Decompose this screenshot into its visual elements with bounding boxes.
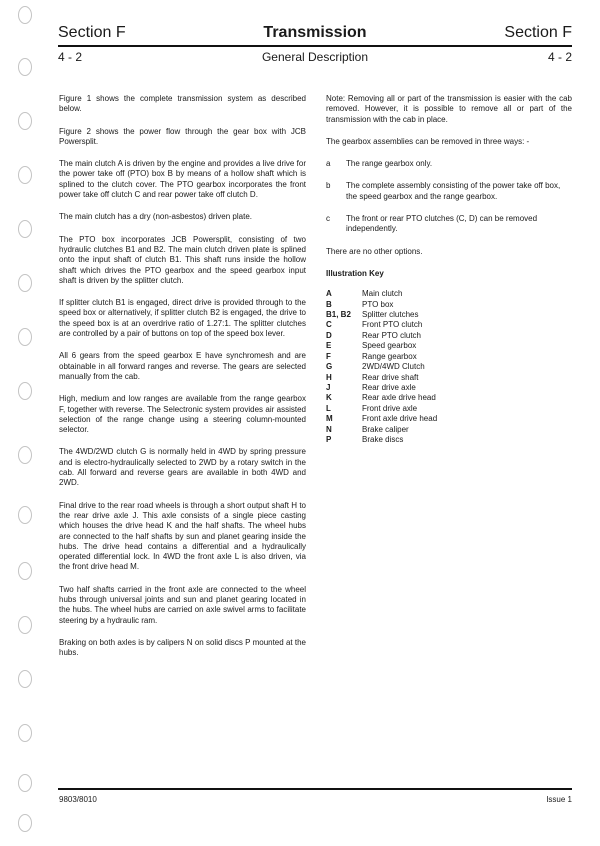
- binder-hole: [18, 446, 32, 464]
- paragraph: Braking on both axles is by calipers N on solid discs P mounted at the hubs.: [59, 637, 306, 658]
- footer-rule: [58, 788, 572, 790]
- binder-hole: [18, 6, 32, 24]
- binder-hole: [18, 274, 32, 292]
- binder-hole: [18, 58, 32, 76]
- key-row: [326, 393, 572, 403]
- key-description: Main clutch: [362, 289, 403, 299]
- paragraph: Figure 2 shows the power flow through the gear box with JCB Powersplit.: [59, 126, 306, 146]
- right-column: [326, 94, 572, 445]
- key-letter: B1, B2: [326, 310, 351, 320]
- key-letter: D: [326, 330, 332, 340]
- key-description: Brake discs: [362, 434, 404, 444]
- issue-label: Issue 1: [546, 795, 572, 804]
- key-row: [326, 414, 572, 424]
- page-subtitle: General Description: [261, 50, 369, 64]
- page-number-left: 4 - 2: [58, 50, 83, 64]
- key-row: [326, 341, 572, 351]
- binder-hole: [18, 382, 32, 400]
- key-letter: A: [326, 289, 332, 299]
- paragraph: Two half shafts carried in the front axle are connected to the wheel hubs through universal joints and sun and planet gearing located in the hubs. The wheel hubs are carried on axle swivel arms to facilitate steering by a hydraulic ram.: [59, 584, 306, 625]
- key-description: Range gearbox: [362, 351, 417, 361]
- key-letter: J: [326, 382, 331, 392]
- key-row: [326, 373, 572, 383]
- page-header: [58, 24, 572, 42]
- page-number-right: 4 - 2: [547, 50, 572, 64]
- paragraph: Figure 1 shows the complete transmission system as described below.: [59, 94, 306, 114]
- paragraph: The PTO box incorporates JCB Powersplit, consisting of two hydraulic clutches B1 and B2. The main clutch driven plate is splined onto the input shaft of clutch B1. This shaft runs inside the hollow shaft which drives the PTO gearbox and the speed gearbox input shaft is driven by the splitter clutch.: [59, 234, 306, 285]
- key-description: PTO box: [362, 299, 394, 309]
- key-row: [326, 404, 572, 414]
- binder-hole: [18, 616, 32, 634]
- key-description: Splitter clutches: [362, 310, 419, 320]
- list-item: [326, 181, 572, 202]
- key-letter: E: [326, 341, 332, 351]
- removal-note: Note: Removing all or part of the transmission is easier with the cab removed. However, it is possible to remove all or part of the transmission with the cab in place.: [326, 94, 572, 124]
- key-letter: H: [326, 372, 332, 382]
- paragraph: High, medium and low ranges are available from the range gearbox F, together with reverse. The Selectronic system provides air assisted selection of the range change using a steering column-mounted selector.: [59, 394, 306, 435]
- key-row: [326, 320, 572, 330]
- header-rule: [58, 45, 572, 47]
- key-description: Front drive axle: [362, 403, 418, 413]
- binder-hole: [18, 774, 32, 792]
- key-row: [326, 300, 572, 310]
- key-description: 2WD/4WD Clutch: [362, 362, 425, 372]
- paragraph: All 6 gears from the speed gearbox E have synchromesh and are obtainable in all forward ranges and reverse. The gears are selected manually from the cab.: [59, 351, 306, 381]
- paragraph: If splitter clutch B1 is engaged, direct drive is provided through to the speed box or alternatively, if splitter clutch B2 is engaged, the drive to the speed box is at an overdrive ratio of 1.27:1. The splitter clutches are controlled by a pair of buttons on top of the speed box lever.: [59, 298, 306, 339]
- key-description: Front axle drive head: [362, 414, 438, 424]
- binder-hole: [18, 166, 32, 184]
- illustration-key: [326, 289, 572, 445]
- document-number: 9803/8010: [59, 795, 97, 804]
- paragraph: Final drive to the rear road wheels is through a short output shaft H to the rear drive axle J. This axle consists of a single piece casting which houses the drive head K and the half shafts. The wheel hubs are connected to the half shafts by sun and planet gearing inside the hubs. The drive head contains a differential and a hydraulically operated differential lock. In 4WD the front axle L is also driven, via the front drive head M.: [59, 500, 306, 572]
- key-letter: N: [326, 424, 332, 434]
- key-row: [326, 435, 572, 445]
- binder-hole: [18, 220, 32, 238]
- list-item-text: The complete assembly consisting of the power take off box, the speed gearbox and the range gearbox.: [346, 181, 561, 201]
- key-row: [326, 362, 572, 372]
- key-letter: L: [326, 403, 331, 413]
- binder-hole: [18, 112, 32, 130]
- key-letter: P: [326, 434, 332, 444]
- list-item: [326, 159, 572, 169]
- key-description: Brake caliper: [362, 424, 409, 434]
- binder-holes: [12, 6, 42, 846]
- list-item-text: The range gearbox only.: [346, 159, 433, 169]
- key-letter: K: [326, 393, 332, 403]
- key-letter: C: [326, 320, 332, 330]
- binder-hole: [18, 506, 32, 524]
- binder-hole: [18, 670, 32, 688]
- key-description: Rear drive axle: [362, 382, 416, 392]
- key-letter: F: [326, 351, 331, 361]
- key-description: Rear PTO clutch: [362, 330, 421, 340]
- section-label-right: Section F: [504, 24, 572, 41]
- paragraph: The main clutch has a dry (non-asbestos) driven plate.: [59, 212, 252, 222]
- list-item-text: The front or rear PTO clutches (C, D) can be removed independently.: [346, 214, 538, 234]
- list-item-label: b: [326, 181, 331, 191]
- key-row: [326, 289, 572, 299]
- key-letter: G: [326, 362, 333, 372]
- list-item: [326, 214, 572, 235]
- key-row: [326, 352, 572, 362]
- removal-intro: The gearbox assemblies can be removed in three ways: -: [326, 136, 530, 146]
- illustration-key-title: Illustration Key: [326, 268, 384, 278]
- key-row: [326, 425, 572, 435]
- list-item-label: c: [326, 214, 330, 224]
- key-description: Rear drive shaft: [362, 372, 419, 382]
- key-row: [326, 331, 572, 341]
- binder-hole: [18, 724, 32, 742]
- list-item-label: a: [326, 159, 331, 169]
- no-other-options: There are no other options.: [326, 246, 423, 256]
- key-description: Rear axle drive head: [362, 393, 436, 403]
- key-row: [326, 310, 572, 320]
- key-description: Speed gearbox: [362, 341, 417, 351]
- key-letter: M: [326, 414, 333, 424]
- binder-hole: [18, 328, 32, 346]
- key-letter: B: [326, 299, 332, 309]
- left-column: [59, 94, 306, 670]
- page-title: Transmission: [263, 24, 367, 41]
- binder-hole: [18, 814, 32, 832]
- paragraph: The main clutch A is driven by the engine and provides a live drive for the power take off (PTO) box B by means of a hollow shaft which is splined to the clutch cover. The PTO gearbox incorporates the front power take off clutch C and rear power take off clutch D.: [59, 159, 306, 200]
- page-subheader: [58, 50, 572, 64]
- section-label-left: Section F: [58, 24, 126, 41]
- key-description: Front PTO clutch: [362, 320, 423, 330]
- key-row: [326, 383, 572, 393]
- paragraph: The 4WD/2WD clutch G is normally held in 4WD by spring pressure and is electro-hydraulically selected to 2WD by a rotary switch in the cab. All forward and reverse gears are available in both 4WD and 2WD.: [59, 447, 306, 488]
- page-footer: [59, 795, 572, 804]
- binder-hole: [18, 562, 32, 580]
